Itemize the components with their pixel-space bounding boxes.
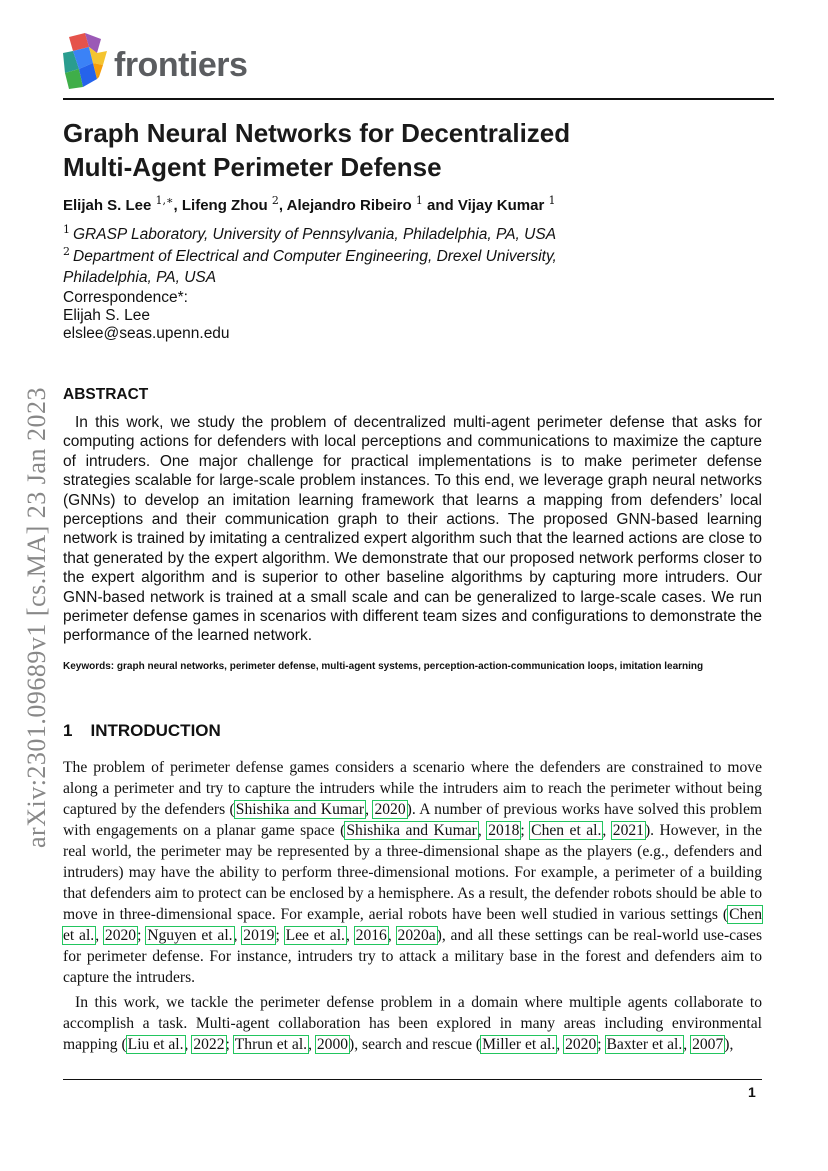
citation-link[interactable]: Baxter et al. (606, 1036, 683, 1053)
citation-link[interactable]: 2020 (374, 801, 406, 818)
citation-link[interactable]: 2022 (193, 1036, 225, 1053)
footer-rule (63, 1079, 762, 1080)
citation-link[interactable]: Miller et al. (482, 1036, 556, 1053)
body-paragraph-2: In this work, we tackle the perimeter defense problem in a domain where multiple agents collaborate to accomplish a task. Multi-agent collaboration has been explored in many areas including environmental mapping (Liu et al., 2022; Thrun et al., 2000), search and rescue (Miller et al., 2020; Baxter et al., 2007), (63, 994, 762, 1053)
citation-link[interactable]: 2021 (612, 822, 644, 839)
author-affiliation-marker: 1 (415, 194, 423, 207)
keywords (63, 656, 762, 677)
correspondence-name: Elijah S. Lee (63, 307, 151, 324)
author-affiliation-marker: 1 (548, 194, 556, 207)
title-line-1: Graph Neural Networks for Decentralized (63, 118, 571, 148)
citation-link[interactable]: 2007 (692, 1036, 724, 1053)
author-name: Lifeng Zhou (181, 197, 272, 214)
header-rule (63, 98, 774, 100)
affiliation-2 (63, 241, 623, 288)
correspondence-email[interactable]: elslee@seas.upenn.edu (63, 325, 230, 342)
citation-link[interactable]: Shishika and Kumar (346, 822, 477, 839)
author-list (63, 194, 555, 214)
citation-link[interactable]: Chen et al. (531, 822, 602, 839)
body-paragraph-1: The problem of perimeter defense games considers a scenario where the defenders are constrained to move along a perimeter and try to capture the intruders while the intruders aim to reach the perimeter without being captured by the defenders (Shishika and Kumar, 2020). A number of previous works have solved this problem with engagements on a planar game space (Shishika and Kumar, 2018; Chen et al., 2021). However, in the real world, the perimeter may be represented by a three-dimensional shape as the players (e.g., defenders and intruders) may have the ability to perform three-dimensional motions. For example, a perimeter of a building that defenders aim to protect can be enclosed by a hemisphere. As a result, the defender robots should be able to move in three-dimensional space. For example, aerial robots have been well studied in various settings (Chen et al., 2020; Nguyen et al., 2019; Lee et al., 2016, 2020a), and all these settings can be real-world use-cases for perimeter defense. For instance, intruders try to attack a military base in the forest and defenders aim to capture the intruders. (63, 759, 763, 986)
citation-link[interactable]: Liu et al. (127, 1036, 184, 1053)
abstract-text: In this work, we study the problem of decentralized multi-agent perimeter defense that asks for computing actions for defenders with local perceptions and communications to maximize the capture of intruders. One major challenge for practical implementations is to make perimeter defense strategies scalable for large-scale problem instances. To this end, we leverage graph neural networks (GNNs) to develop an imitation learning framework that learns a mapping from defenders’ local perceptions and their communication graph to their actions. The proposed GNN-based learning network is trained by imitating a centralized expert algorithm such that the learned actions are close to that generated by the expert algorithm. We demonstrate that our proposed network performs closer to the expert algorithm and is superior to other baseline algorithms by capturing more intruders. Our GNN-based network is trained at a small scale and can be generalized to large-scale cases. We run perimeter defense games in scenarios with different team sizes and configurations to demonstrate the performance of the learned network. (63, 414, 762, 645)
keywords-text: graph neural networks, perimeter defense, multi-agent systems, perception-action-communication loops, imitation learning (116, 661, 704, 672)
citation-link[interactable]: Shishika and Kumar (235, 801, 365, 818)
citation-link[interactable]: 2018 (488, 822, 520, 839)
citation-link[interactable]: 2016 (355, 927, 387, 944)
paper-title (63, 116, 743, 184)
citation-link[interactable]: Lee et al. (285, 927, 345, 944)
title-line-2: Multi-Agent Perimeter Defense (63, 152, 442, 182)
author-separator: and (422, 197, 458, 214)
citation-link[interactable]: 2020 (104, 927, 137, 944)
section-title: INTRODUCTION (90, 721, 221, 740)
affiliation-1-marker: 1 (63, 223, 70, 236)
citation-link[interactable]: Nguyen et al. (147, 927, 233, 944)
author-affiliation-marker: 2 (271, 194, 279, 207)
citation-link[interactable]: 2020 (565, 1036, 597, 1053)
correspondence-label: Correspondence*: (63, 289, 188, 306)
author-name: Vijay Kumar (457, 197, 549, 214)
arxiv-stamp: arXiv:2301.09689v1 [cs.MA] 23 Jan 2023 (22, 387, 51, 848)
affiliation-2-text: Department of Electrical and Computer Engineering, Drexel University, Philadelphia, PA, USA (63, 248, 557, 287)
author-name: Elijah S. Lee (63, 197, 156, 214)
citation-link[interactable]: 2019 (243, 927, 275, 944)
frontiers-logo-icon (63, 33, 115, 89)
section-heading (63, 721, 221, 741)
correspondence-block (63, 289, 230, 343)
page-number: 1 (748, 1084, 756, 1100)
section-number: 1 (63, 721, 73, 740)
affiliation-1-text: GRASP Laboratory, University of Pennsylvania, Philadelphia, PA, USA (73, 226, 557, 244)
citation-link[interactable]: Thrun et al. (234, 1036, 308, 1053)
frontiers-wordmark: frontiers (114, 46, 248, 84)
author-name: Alejandro Ribeiro (286, 197, 416, 214)
citation-link[interactable]: Chen et al. (63, 906, 762, 944)
author-separator: , (173, 197, 182, 214)
citation-link[interactable]: 2000 (316, 1036, 349, 1053)
affiliation-2-marker: 2 (63, 245, 70, 258)
keywords-label: Keywords: (63, 661, 115, 672)
author-affiliation-marker: 1,∗ (155, 194, 174, 207)
citation-link[interactable]: 2020a (397, 927, 436, 944)
author-separator: , (278, 197, 287, 214)
abstract-heading: ABSTRACT (63, 386, 149, 403)
